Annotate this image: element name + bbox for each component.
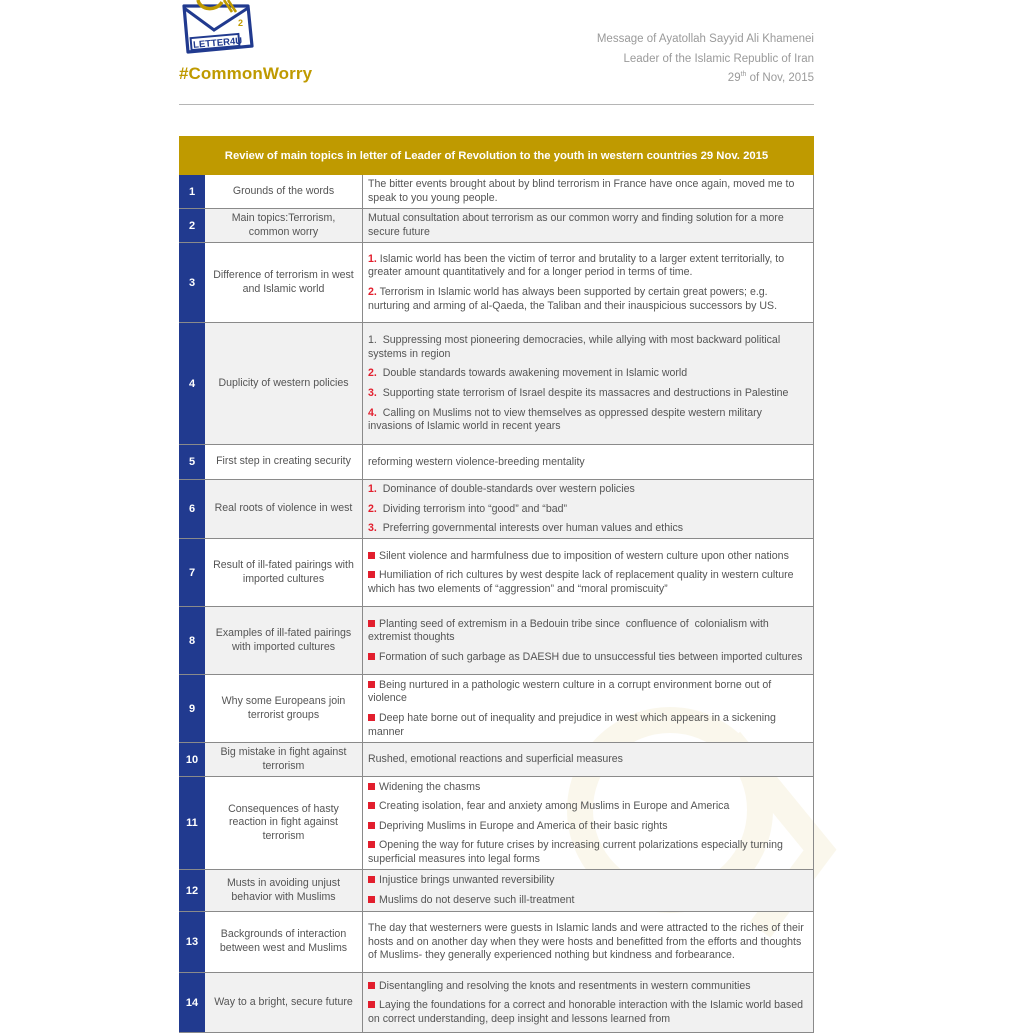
red-square-bullet-icon [368, 620, 375, 627]
row-topic: Way to a bright, secure future [205, 973, 363, 1032]
item-text: Planting seed of extremism in a Bedouin tribe since confluence of colonialism with extremist thoughts [368, 617, 772, 644]
content-item [368, 781, 808, 795]
row-number: 1 [179, 175, 205, 208]
row-content [363, 445, 814, 479]
table-row [179, 973, 814, 1033]
header-divider [179, 104, 814, 105]
row-topic: Result of ill-fated pairings with imported cultures [205, 539, 363, 606]
row-content [363, 973, 814, 1032]
table-row [179, 743, 814, 777]
row-topic: Consequences of hasty reaction in fight against terrorism [205, 777, 363, 869]
item-text: Being nurtured in a pathologic western culture in a corrupt environment borne out of violence [368, 678, 775, 705]
item-text: Islamic world has been the victim of terror and brutality to a larger extent territorially, to greater amount quantitatively and for a longer period in terms of time. [368, 252, 788, 279]
content-item [368, 922, 808, 963]
content-item [368, 550, 808, 564]
content-item [368, 286, 808, 313]
row-number: 11 [179, 777, 205, 869]
content-item [368, 178, 808, 205]
row-content [363, 777, 814, 869]
item-text: Mutual consultation about terrorism as our common worry and finding solution for a more secure future [368, 212, 787, 238]
item-text: Depriving Muslims in Europe and America of their basic rights [379, 819, 668, 832]
item-text: The bitter events brought about by blind terrorism in France have once again, moved me to speak to you young people. [368, 178, 798, 204]
item-text: Muslims do not deserve such ill-treatment [379, 894, 575, 906]
row-content [363, 675, 814, 742]
table-row [179, 243, 814, 323]
row-topic: Musts in avoiding unjust behavior with Muslims [205, 870, 363, 911]
row-content [363, 607, 814, 674]
row-number: 14 [179, 973, 205, 1032]
content-item [368, 522, 808, 536]
row-number: 7 [179, 539, 205, 606]
item-text: Double standards towards awakening movement in Islamic world [376, 367, 688, 380]
meta-date: 29th of Nov, 2015 [727, 71, 814, 84]
topics-table [179, 136, 814, 1033]
red-square-bullet-icon [368, 653, 375, 660]
red-square-bullet-icon [368, 1001, 375, 1008]
content-item [368, 387, 808, 401]
table-title: Review of main topics in letter of Leader of Revolution to the youth in western countries 29 Nov. 2015 [179, 136, 814, 175]
red-square-bullet-icon [368, 783, 375, 790]
row-number: 13 [179, 912, 205, 972]
item-text: Laying the foundations for a correct and honorable interaction with the Islamic world based on correct understanding, deep insight and lessons learned from [368, 999, 806, 1025]
red-square-bullet-icon [368, 896, 375, 903]
item-text: 1. Suppressing most pioneering democracies, while allying with most backward political systems in region [368, 334, 784, 360]
content-item [368, 894, 808, 908]
red-square-bullet-icon [368, 841, 375, 848]
content-item [368, 999, 808, 1026]
message-meta [597, 30, 814, 89]
logo-wordmark: LETTER4U [192, 35, 243, 51]
row-content [363, 480, 814, 538]
row-number: 2 [179, 209, 205, 242]
row-topic: First step in creating security [205, 445, 363, 479]
content-item [368, 618, 808, 645]
item-text: Silent violence and harmfulness due to imposition of western culture upon other nations [379, 549, 789, 562]
red-square-bullet-icon [368, 822, 375, 829]
item-number-marker: 2. [368, 286, 377, 298]
content-item [368, 651, 808, 665]
row-topic: Big mistake in fight against terrorism [205, 743, 363, 776]
logo-superscript: 2 [238, 18, 244, 28]
row-topic: Why some Europeans join terrorist groups [205, 675, 363, 742]
table-row [179, 539, 814, 607]
item-number-marker: 2. [368, 502, 377, 515]
item-text: Dominance of double-standards over western policies [376, 483, 635, 496]
content-item [368, 483, 808, 497]
content-item [368, 456, 808, 470]
content-item [368, 253, 808, 280]
table-body [179, 175, 814, 1033]
item-text: Disentangling and resolving the knots and resentments in western communities [379, 979, 751, 992]
row-topic: Grounds of the words [205, 175, 363, 208]
content-item [368, 569, 808, 596]
red-square-bullet-icon [368, 982, 375, 989]
row-content [363, 243, 814, 322]
row-topic: Duplicity of western policies [205, 323, 363, 444]
content-item [368, 679, 808, 706]
red-square-bullet-icon [368, 802, 375, 809]
row-number: 10 [179, 743, 205, 776]
table-row [179, 870, 814, 912]
table-row [179, 209, 814, 243]
item-text: Formation of such garbage as DAESH due to unsuccessful ties between imported cultures [379, 650, 803, 663]
row-content [363, 912, 814, 972]
row-topic: Difference of terrorism in west and Islamic world [205, 243, 363, 322]
item-text: Creating isolation, fear and anxiety among Muslims in Europe and America [379, 800, 730, 813]
item-text: reforming western violence-breeding mentality [368, 455, 585, 468]
content-item [368, 407, 808, 434]
red-square-bullet-icon [368, 552, 375, 559]
envelope-icon [184, 0, 252, 52]
row-number: 5 [179, 445, 205, 479]
table-row [179, 323, 814, 445]
row-content [363, 175, 814, 208]
meta-author: Message of Ayatollah Sayyid Ali Khamenei [596, 33, 814, 45]
content-item [368, 712, 808, 739]
row-content [363, 323, 814, 444]
item-number-marker: 3. [368, 387, 377, 399]
content-item [368, 503, 808, 517]
red-square-bullet-icon [368, 571, 375, 578]
red-square-bullet-icon [368, 876, 375, 883]
red-square-bullet-icon [368, 714, 375, 721]
item-text: Humiliation of rich cultures by west despite lack of replacement quality in western culture which has two elements of “aggression” and “moral promiscuity” [368, 569, 797, 595]
item-text: Calling on Muslims not to view themselves as oppressed despite western military invasions of Islamic world in recent years [368, 406, 765, 433]
row-topic: Backgrounds of interaction between west and Muslims [205, 912, 363, 972]
row-content [363, 870, 814, 911]
item-number-marker: 3. [368, 522, 377, 535]
red-square-bullet-icon [368, 681, 375, 688]
row-number: 3 [179, 243, 205, 322]
row-content [363, 209, 814, 242]
item-text: Preferring governmental interests over human values and ethics [376, 522, 684, 535]
item-text: Dividing terrorism into “good” and “bad” [376, 502, 568, 515]
letter4u-logo [178, 0, 256, 56]
table-row [179, 175, 814, 209]
row-number: 6 [179, 480, 205, 538]
item-text: Opening the way for future crises by increasing current polarizations especially turning superficial measures into legal forms [368, 839, 786, 865]
item-text: Rushed, emotional reactions and superficial measures [368, 753, 623, 766]
table-row [179, 675, 814, 743]
content-item [368, 212, 808, 239]
item-number-marker: 1. [368, 483, 377, 496]
table-row [179, 445, 814, 480]
content-item [368, 980, 808, 994]
content-item [368, 753, 808, 767]
meta-title: Leader of the Islamic Republic of Iran [623, 52, 814, 65]
item-text: Supporting state terrorism of Israel despite its massacres and destructions in Palestine [376, 387, 789, 399]
table-row [179, 912, 814, 973]
row-number: 9 [179, 675, 205, 742]
table-row [179, 777, 814, 870]
content-item [368, 334, 808, 361]
item-text: The day that westerners were guests in Islamic lands and were attracted to the riches of their hosts and on another day when they were hosts and benefitted from the efforts and thoughts of Muslims- they generally experienced nothing but kindness and forbearance. [368, 922, 807, 962]
row-topic: Main topics:Terrorism, common worry [205, 209, 363, 242]
item-number-marker: 1. [368, 252, 377, 265]
content-item [368, 874, 808, 888]
hashtag: #CommonWorry [179, 64, 313, 83]
content-item [368, 839, 808, 866]
content-item [368, 800, 808, 814]
item-number-marker: 2. [368, 367, 377, 380]
row-topic: Real roots of violence in west [205, 480, 363, 538]
row-topic: Examples of ill-fated pairings with imported cultures [205, 607, 363, 674]
content-item [368, 367, 808, 381]
content-item [368, 820, 808, 834]
row-number: 12 [179, 870, 205, 911]
row-number: 4 [179, 323, 205, 444]
item-text: Terrorism in Islamic world has always been supported by certain great powers; e.g. nurturing and arming of al-Qaeda, the Taliban and their inauspicious successors by US. [368, 286, 778, 312]
table-row [179, 607, 814, 675]
row-content [363, 539, 814, 606]
item-text: Injustice brings unwanted reversibility [379, 874, 555, 887]
row-content [363, 743, 814, 776]
item-text: Deep hate borne out of inequality and prejudice in west which appears in a sickening manner [368, 712, 779, 738]
row-number: 8 [179, 607, 205, 674]
table-row [179, 480, 814, 539]
item-text: Widening the chasms [379, 780, 481, 793]
item-number-marker: 4. [368, 406, 377, 419]
